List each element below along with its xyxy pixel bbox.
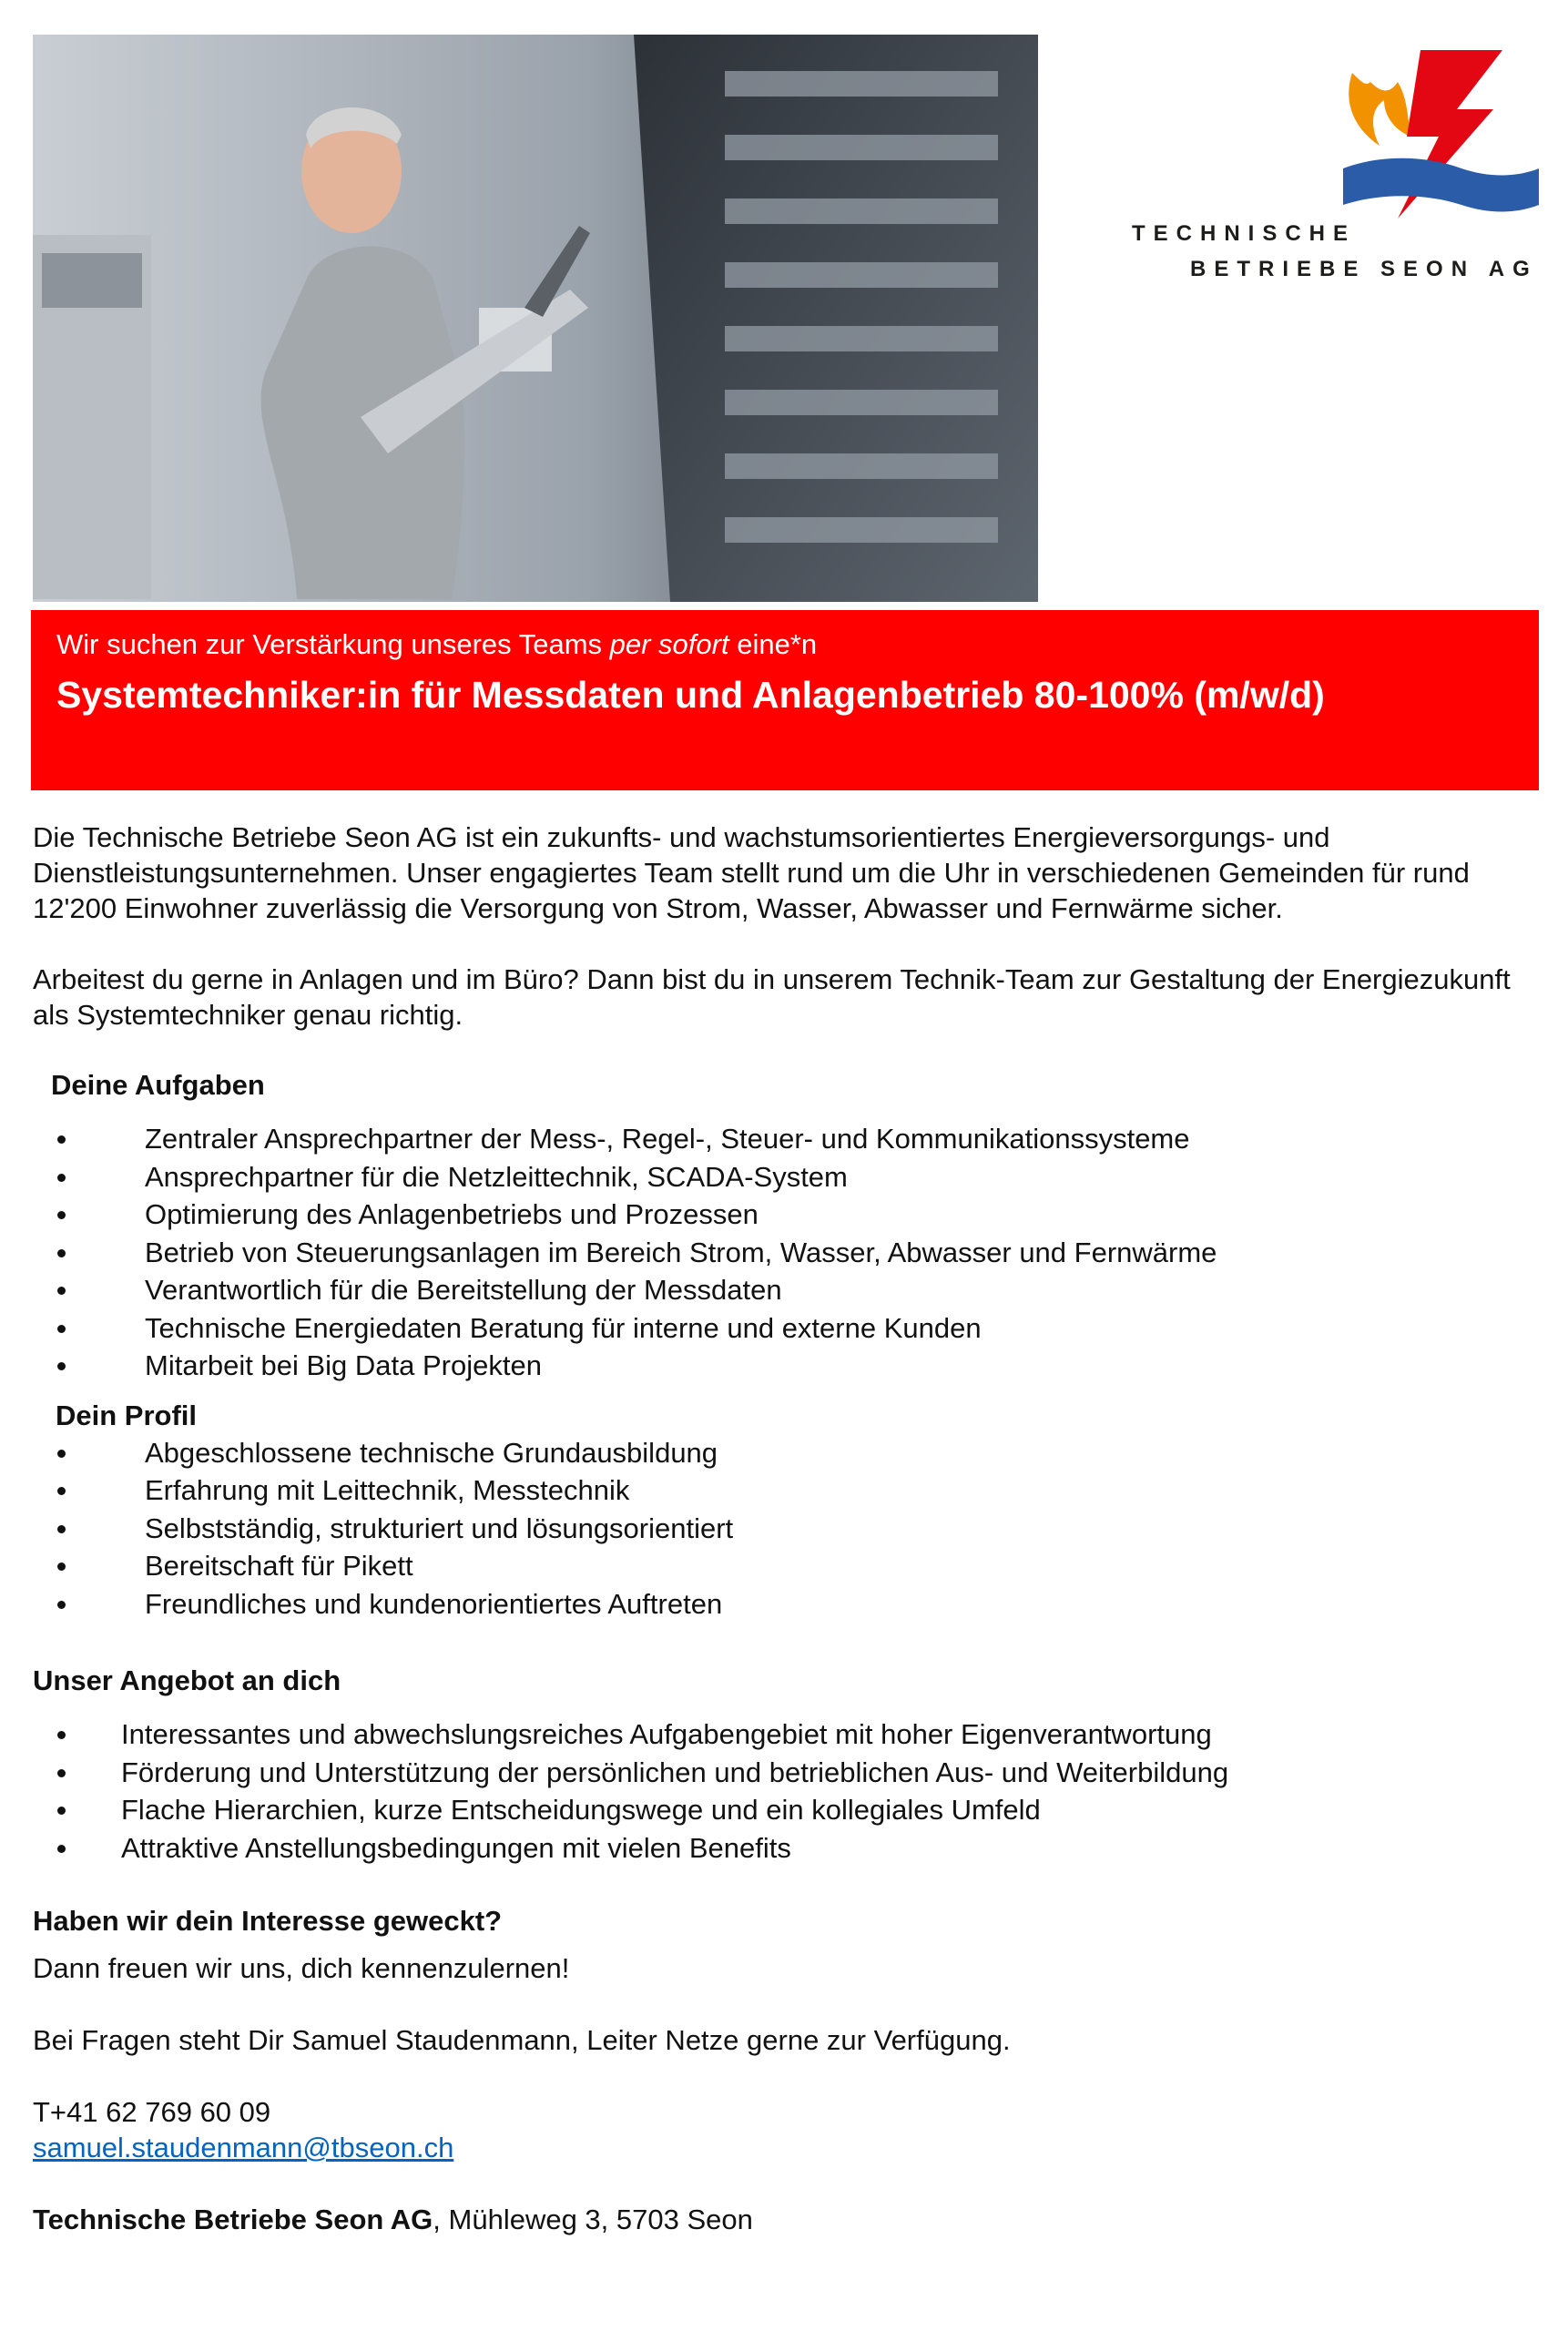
bullet-icon	[57, 1845, 66, 1853]
bullet-icon	[57, 1487, 66, 1495]
logo-text-line1: TECHNISCHE	[1132, 221, 1357, 246]
footer-address: , Mühleweg 3, 5703 Seon	[433, 2204, 753, 2235]
email-link[interactable]: samuel.staudenmann@tbseon.ch	[33, 2132, 454, 2163]
bullet-icon	[57, 1174, 66, 1182]
list-item: Interessantes und abwechslungsreiches Aufgabengebiet mit hoher Eigenverantwortung	[33, 1715, 1535, 1754]
welcome-text: Dann freuen wir uns, dich kennenzulernen!	[33, 1952, 570, 1984]
phone-number: T+41 62 769 60 09	[33, 2096, 271, 2128]
list-item: Attraktive Anstellungsbedingungen mit vielen Benefits	[33, 1829, 1535, 1868]
offer-list	[33, 1715, 1535, 1867]
job-description	[33, 801, 1535, 2237]
list-item: Förderung und Unterstützung der persönlichen und betrieblichen Aus- und Weiterbildung	[33, 1754, 1535, 1792]
company-intro: Die Technische Betriebe Seon AG ist ein zukunfts- und wachstumsorientiertes Energieversorgungs- und Dienstleistungsunternehmen. Unser engagiertes Team stellt rund um die Uhr in verschiedenen Gemeinden für rund 12'200 Einwohner zuverlässig die Versorgung von Strom, Wasser, Abwasser und Fernwärme sicher.	[33, 821, 1470, 924]
bullet-icon	[57, 1450, 66, 1458]
bullet-icon	[57, 1362, 66, 1370]
bullet-icon	[57, 1769, 66, 1777]
list-item: Abgeschlossene technische Grundausbildung	[33, 1434, 1535, 1472]
bullet-icon	[57, 1249, 66, 1257]
list-item: Bereitschaft für Pikett	[33, 1547, 1535, 1585]
bullet-icon	[57, 1807, 66, 1815]
list-item: Verantwortlich für die Bereitstellung der Messdaten	[33, 1271, 1535, 1309]
profile-heading: Dein Profil	[56, 1399, 198, 1431]
company-logo	[1125, 46, 1539, 291]
bullet-icon	[57, 1135, 66, 1144]
bullet-icon	[57, 1287, 66, 1295]
list-item: Erfahrung mit Leittechnik, Messtechnik	[33, 1471, 1535, 1510]
list-item: Ansprechpartner für die Netzleittechnik, SCADA-System	[33, 1158, 1535, 1196]
list-item: Technische Energiedaten Beratung für interne und externe Kunden	[33, 1309, 1535, 1348]
bullet-icon	[57, 1325, 66, 1333]
bullet-icon	[57, 1525, 66, 1533]
interest-heading: Haben wir dein Interesse geweckt?	[33, 1905, 503, 1937]
header-photo	[33, 35, 1038, 602]
tasks-list	[33, 1120, 1535, 1385]
company-footer	[33, 2202, 1535, 2237]
job-title-banner	[31, 610, 1539, 790]
list-item: Freundliches und kundenorientiertes Auftreten	[33, 1585, 1535, 1624]
profile-list	[33, 1434, 1535, 1624]
contact-person-text: Bei Fragen steht Dir Samuel Staudenmann, Leiter Netze gerne zur Verfügung.	[33, 2024, 1011, 2056]
job-title: Systemtechniker:in für Messdaten und Anlagenbetrieb 80-100% (m/w/d)	[56, 674, 1325, 716]
list-item: Mitarbeit bei Big Data Projekten	[33, 1347, 1535, 1385]
bullet-icon	[57, 1601, 66, 1609]
list-item: Betrieb von Steuerungsanlagen im Bereich Strom, Wasser, Abwasser und Fernwärme	[33, 1234, 1535, 1272]
footer-company-name: Technische Betriebe Seon AG	[33, 2204, 433, 2235]
list-item: Flache Hierarchien, kurze Entscheidungswege und ein kollegiales Umfeld	[33, 1791, 1535, 1829]
list-item: Zentraler Ansprechpartner der Mess-, Regel-, Steuer- und Kommunikationssysteme	[33, 1120, 1535, 1158]
bullet-icon	[57, 1211, 66, 1219]
logo-text-line2: BETRIEBE SEON AG	[1190, 257, 1538, 281]
banner-intro: Wir suchen zur Verstärkung unseres Teams per sofort eine*n	[56, 628, 818, 660]
offer-heading: Unser Angebot an dich	[33, 1664, 341, 1696]
list-item: Optimierung des Anlagenbetriebs und Prozessen	[33, 1196, 1535, 1234]
bullet-icon	[57, 1731, 66, 1739]
tasks-heading: Deine Aufgaben	[51, 1069, 265, 1101]
logo-mark	[1343, 46, 1539, 228]
bullet-icon	[57, 1562, 66, 1571]
team-intro: Arbeitest du gerne in Anlagen und im Büro? Dann bist du in unserem Technik-Team zur Gestaltung der Energiezukunft als Systemtechniker genau richtig.	[33, 963, 1511, 1031]
list-item: Selbstständig, strukturiert und lösungsorientiert	[33, 1510, 1535, 1548]
